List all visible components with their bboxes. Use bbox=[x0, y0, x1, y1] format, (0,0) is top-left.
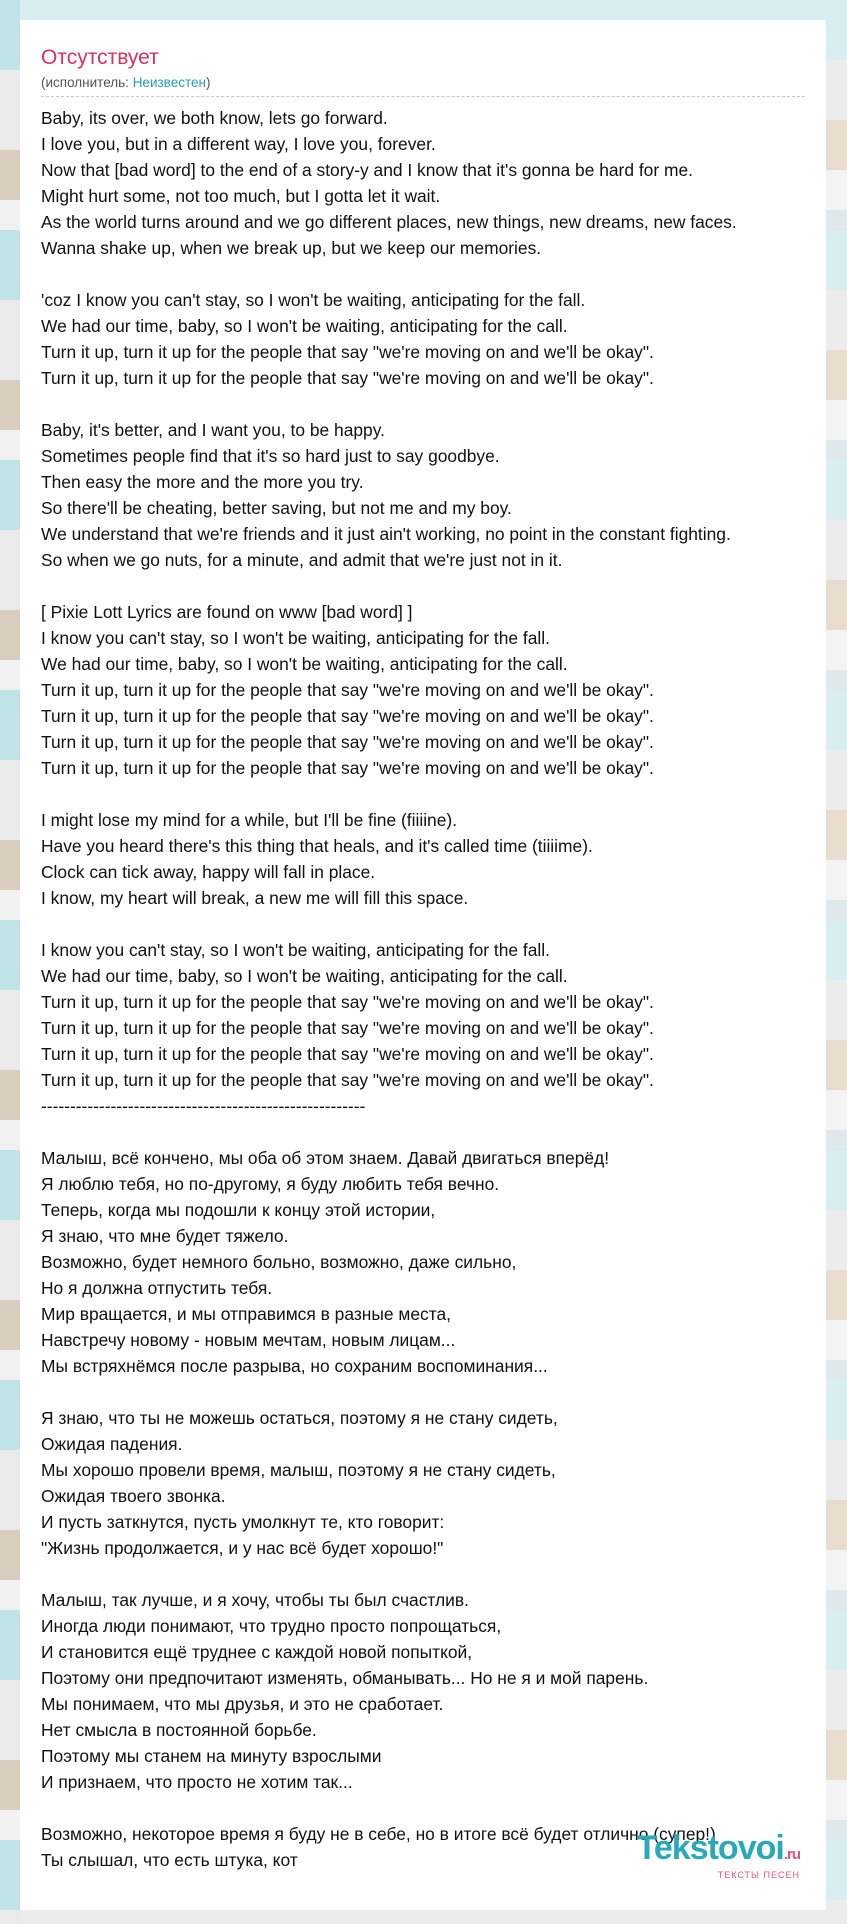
lyric-line bbox=[41, 1561, 805, 1587]
lyric-line: Turn it up, turn it up for the people that say "we're moving on and we'll be okay". bbox=[41, 992, 654, 1012]
lyric-line: Возможно, будет немного больно, возможно, даже сильно, bbox=[41, 1252, 517, 1272]
lyric-line: И пусть заткнутся, пусть умолкнут те, кто говорит: bbox=[41, 1512, 445, 1532]
lyric-line: -------------------------------------------------------- bbox=[41, 1096, 366, 1116]
background-stripes bbox=[0, 0, 20, 1924]
lyric-line: Мир вращается, и мы отправимся в разные места, bbox=[41, 1304, 452, 1324]
lyrics-card bbox=[20, 20, 826, 1910]
lyric-line: И признаем, что просто не хотим так... bbox=[41, 1772, 353, 1792]
lyric-line: We had our time, baby, so I won't be waiting, anticipating for the call. bbox=[41, 654, 568, 674]
lyric-line: As the world turns around and we go different places, new things, new dreams, new faces. bbox=[41, 212, 737, 232]
lyric-line: We had our time, baby, so I won't be waiting, anticipating for the call. bbox=[41, 966, 568, 986]
song-title: Отсутствует bbox=[41, 46, 159, 69]
lyric-line: Теперь, когда мы подошли к концу этой истории, bbox=[41, 1200, 436, 1220]
lyric-line: Поэтому мы станем на минуту взрослыми bbox=[41, 1746, 382, 1766]
lyric-line: Ожидая падения. bbox=[41, 1434, 183, 1454]
lyric-line: Turn it up, turn it up for the people that say "we're moving on and we'll be okay". bbox=[41, 342, 654, 362]
lyric-line: So there'll be cheating, better saving, but not me and my boy. bbox=[41, 498, 512, 518]
logo-tagline: ТЕКСТЫ ПЕСЕН bbox=[717, 1870, 800, 1880]
lyric-line: I love you, but in a different way, I love you, forever. bbox=[41, 134, 436, 154]
lyric-line: Ты слышал, что есть штука, кот bbox=[41, 1850, 298, 1870]
lyric-line: Возможно, некоторое время я буду не в себе, но в итоге всё будет отлично (супер!) bbox=[41, 1824, 716, 1844]
artist-link[interactable]: Неизвестен bbox=[132, 75, 206, 90]
lyric-line: Now that [bad word] to the end of a story-y and I know that it's gonna be hard for me. bbox=[41, 160, 693, 180]
lyric-line: Sometimes people find that it's so hard just to say goodbye. bbox=[41, 446, 500, 466]
lyric-line: Turn it up, turn it up for the people that say "we're moving on and we'll be okay". bbox=[41, 1018, 654, 1038]
lyric-line: I might lose my mind for a while, but I'll be fine (fiiiine). bbox=[41, 810, 458, 830]
lyric-line: Turn it up, turn it up for the people that say "we're moving on and we'll be okay". bbox=[41, 758, 654, 778]
lyric-line: Малыш, так лучше, и я хочу, чтобы ты был счастлив. bbox=[41, 1590, 469, 1610]
lyric-line: So when we go nuts, for a minute, and admit that we're just not in it. bbox=[41, 550, 563, 570]
lyric-line: I know, my heart will break, a new me will fill this space. bbox=[41, 888, 469, 908]
lyric-line: Might hurt some, not too much, but I gotta let it wait. bbox=[41, 186, 441, 206]
lyric-line bbox=[41, 1119, 805, 1145]
lyric-line bbox=[41, 1379, 805, 1405]
lyric-line: Turn it up, turn it up for the people that say "we're moving on and we'll be okay". bbox=[41, 732, 654, 752]
lyric-line: Clock can tick away, happy will fall in place. bbox=[41, 862, 376, 882]
lyric-line: Have you heard there's this thing that heals, and it's called time (tiiiime). bbox=[41, 836, 593, 856]
artist-line bbox=[41, 74, 805, 92]
header-divider bbox=[41, 96, 805, 97]
lyric-line: Wanna shake up, when we break up, but we keep our memories. bbox=[41, 238, 542, 258]
lyric-line: Turn it up, turn it up for the people that say "we're moving on and we'll be okay". bbox=[41, 1044, 654, 1064]
site-logo[interactable] bbox=[637, 1831, 800, 1880]
lyric-line: 'coz I know you can't stay, so I won't be waiting, anticipating for the fall. bbox=[41, 290, 586, 310]
lyric-line bbox=[41, 1795, 805, 1821]
lyric-line: Малыш, всё кончено, мы оба об этом знаем. Давай двигаться вперёд! bbox=[41, 1148, 610, 1168]
lyric-line: Поэтому они предпочитают изменять, обманывать... Но не я и мой парень. bbox=[41, 1668, 649, 1688]
lyric-line: Нет смысла в постоянной борьбе. bbox=[41, 1720, 317, 1740]
lyric-line: [ Pixie Lott Lyrics are found on www [bad word] ] bbox=[41, 602, 413, 622]
artist-suffix: ) bbox=[205, 75, 211, 90]
lyric-line: Я знаю, что ты не можешь остаться, поэтому я не стану сидеть, bbox=[41, 1408, 558, 1428]
lyrics-text bbox=[41, 105, 805, 1873]
lyric-line bbox=[41, 911, 805, 937]
lyric-line: И становится ещё труднее с каждой новой попыткой, bbox=[41, 1642, 473, 1662]
logo-brand bbox=[637, 1831, 800, 1872]
lyric-line: I know you can't stay, so I won't be waiting, anticipating for the fall. bbox=[41, 628, 550, 648]
logo-brand-name: Tekstovoi bbox=[636, 1829, 784, 1867]
lyric-line: Ожидая твоего звонка. bbox=[41, 1486, 226, 1506]
lyric-line: Then easy the more and the more you try. bbox=[41, 472, 364, 492]
logo-tld: .ru bbox=[783, 1846, 800, 1863]
lyric-line: Turn it up, turn it up for the people that say "we're moving on and we'll be okay". bbox=[41, 368, 654, 388]
lyric-line: We had our time, baby, so I won't be waiting, anticipating for the call. bbox=[41, 316, 568, 336]
lyric-line: Но я должна отпустить тебя. bbox=[41, 1278, 273, 1298]
lyric-line bbox=[41, 261, 805, 287]
lyric-line bbox=[41, 781, 805, 807]
lyric-line: "Жизнь продолжается, и у нас всё будет хорошо!" bbox=[41, 1538, 444, 1558]
lyric-line bbox=[41, 391, 805, 417]
lyric-line: I know you can't stay, so I won't be waiting, anticipating for the fall. bbox=[41, 940, 550, 960]
lyric-line: Я знаю, что мне будет тяжело. bbox=[41, 1226, 289, 1246]
lyric-line bbox=[41, 573, 805, 599]
lyric-line: Мы понимаем, что мы друзья, и это не сработает. bbox=[41, 1694, 444, 1714]
lyric-line: Turn it up, turn it up for the people that say "we're moving on and we'll be okay". bbox=[41, 680, 654, 700]
lyric-line: Turn it up, turn it up for the people that say "we're moving on and we'll be okay". bbox=[41, 706, 654, 726]
lyric-line: Turn it up, turn it up for the people that say "we're moving on and we'll be okay". bbox=[41, 1070, 654, 1090]
artist-prefix: (исполнитель: bbox=[41, 75, 133, 90]
lyric-line: We understand that we're friends and it just ain't working, no point in the constant fighting. bbox=[41, 524, 731, 544]
lyric-line: Baby, it's better, and I want you, to be happy. bbox=[41, 420, 385, 440]
lyric-line: Мы встряхнёмся после разрыва, но сохраним воспоминания... bbox=[41, 1356, 548, 1376]
lyric-line: Я люблю тебя, но по-другому, я буду любить тебя вечно. bbox=[41, 1174, 500, 1194]
lyric-line: Мы хорошо провели время, малыш, поэтому я не стану сидеть, bbox=[41, 1460, 556, 1480]
lyric-line: Навстречу новому - новым мечтам, новым лицам... bbox=[41, 1330, 456, 1350]
lyric-line: Baby, its over, we both know, lets go forward. bbox=[41, 108, 388, 128]
lyric-line: Иногда люди понимают, что трудно просто попрощаться, bbox=[41, 1616, 502, 1636]
